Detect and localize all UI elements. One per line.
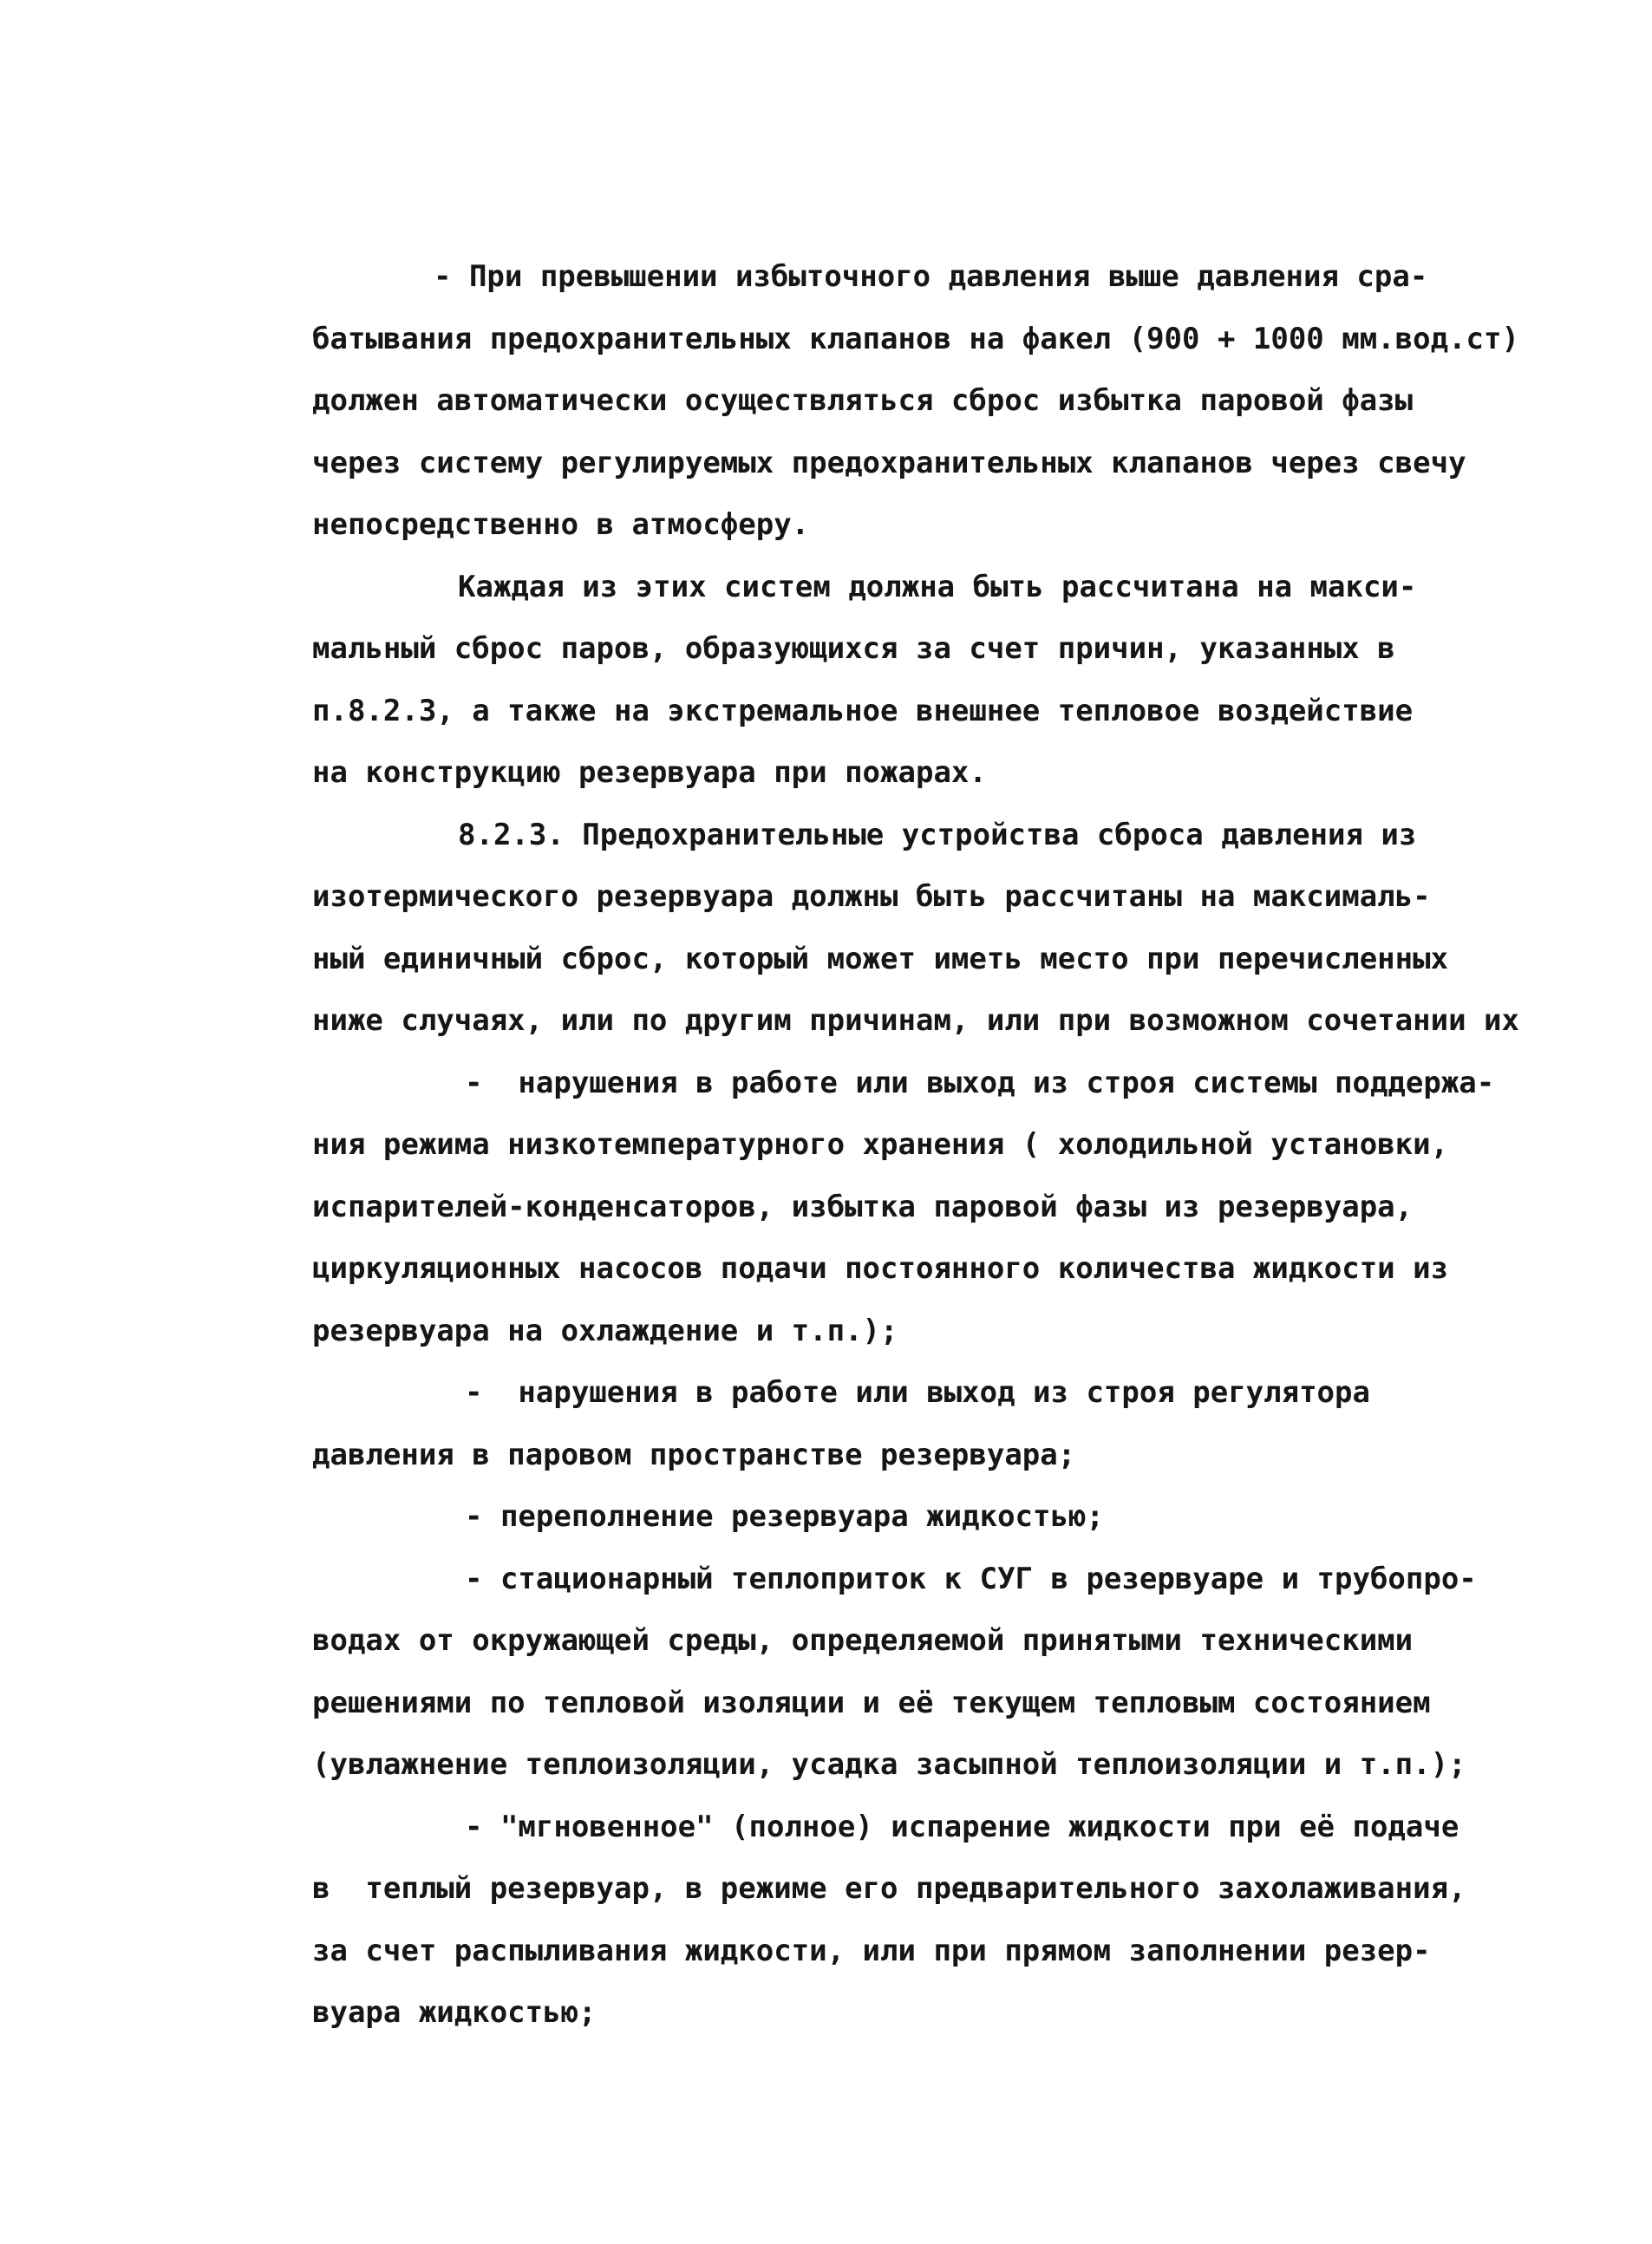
section-heading-line: 8.2.3. Предохранительные устройства сброса давления из — [458, 817, 1417, 852]
text-line: испарителей-конденсаторов, избытка паровой фазы из резервуара, — [312, 1189, 1414, 1224]
document-body — [312, 246, 1570, 2045]
text-line: в теплый резервуар, в режиме его предварительного захолаживания, — [312, 1871, 1466, 1906]
list-item-line: - нарушения в работе или выход из строя регулятора — [465, 1375, 1370, 1410]
text-line: Каждая из этих систем должна быть рассчитана на макси- — [458, 569, 1417, 604]
list-item-line: - стационарный теплоприток к СУГ в резервуаре и трубопро- — [465, 1561, 1477, 1596]
text-line: резервуара на охлаждение и т.п.); — [312, 1313, 898, 1348]
text-line: циркуляционных насосов подачи постоянного количества жидкости из — [312, 1251, 1449, 1286]
text-line: - При превышении избыточного давления выше давления сра- — [434, 259, 1428, 294]
text-line: водах от окружающей среды, определяемой принятыми техническими — [312, 1623, 1414, 1658]
text-line: ный единичный сброс, который может иметь место при перечисленных — [312, 941, 1449, 976]
text-line: (увлажнение теплоизоляции, усадка засыпной теплоизоляции и т.п.); — [312, 1747, 1466, 1782]
text-line: изотермического резервуара должны быть рассчитаны на максималь- — [312, 879, 1431, 914]
list-item-line: - нарушения в работе или выход из строя системы поддержа- — [465, 1065, 1495, 1100]
text-line: через систему регулируемых предохранительных клапанов через свечу — [312, 445, 1466, 480]
text-line: за счет распыливания жидкости, или при прямом заполнении резер- — [312, 1933, 1431, 1968]
list-item-line: - "мгновенное" (полное) испарение жидкости при её подаче — [465, 1809, 1459, 1844]
text-line: батывания предохранительных клапанов на факел (900 + 1000 мм.вод.ст) — [312, 321, 1519, 356]
text-line: вуара жидкостью; — [312, 1995, 597, 2030]
text-line: на конструкцию резервуара при пожарах. — [312, 755, 987, 790]
text-line: непосредственно в атмосферу. — [312, 507, 810, 542]
list-item-line: - переполнение резервуара жидкостью; — [465, 1499, 1104, 1534]
text-line: п.8.2.3, а также на экстремальное внешнее тепловое воздействие — [312, 693, 1414, 728]
text-line: решениями по тепловой изоляции и её текущем тепловым состоянием — [312, 1685, 1431, 1720]
text-line: давления в паровом пространстве резервуара; — [312, 1437, 1076, 1472]
text-line: должен автоматически осуществляться сброс избытка паровой фазы — [312, 383, 1414, 418]
text-line: ниже случаях, или по другим причинам, или при возможном сочетании их — [312, 1003, 1519, 1038]
text-line: мальный сброс паров, образующихся за счет причин, указанных в — [312, 631, 1395, 666]
text-line: ния режима низкотемпературного хранения ( холодильной установки, — [312, 1127, 1449, 1162]
